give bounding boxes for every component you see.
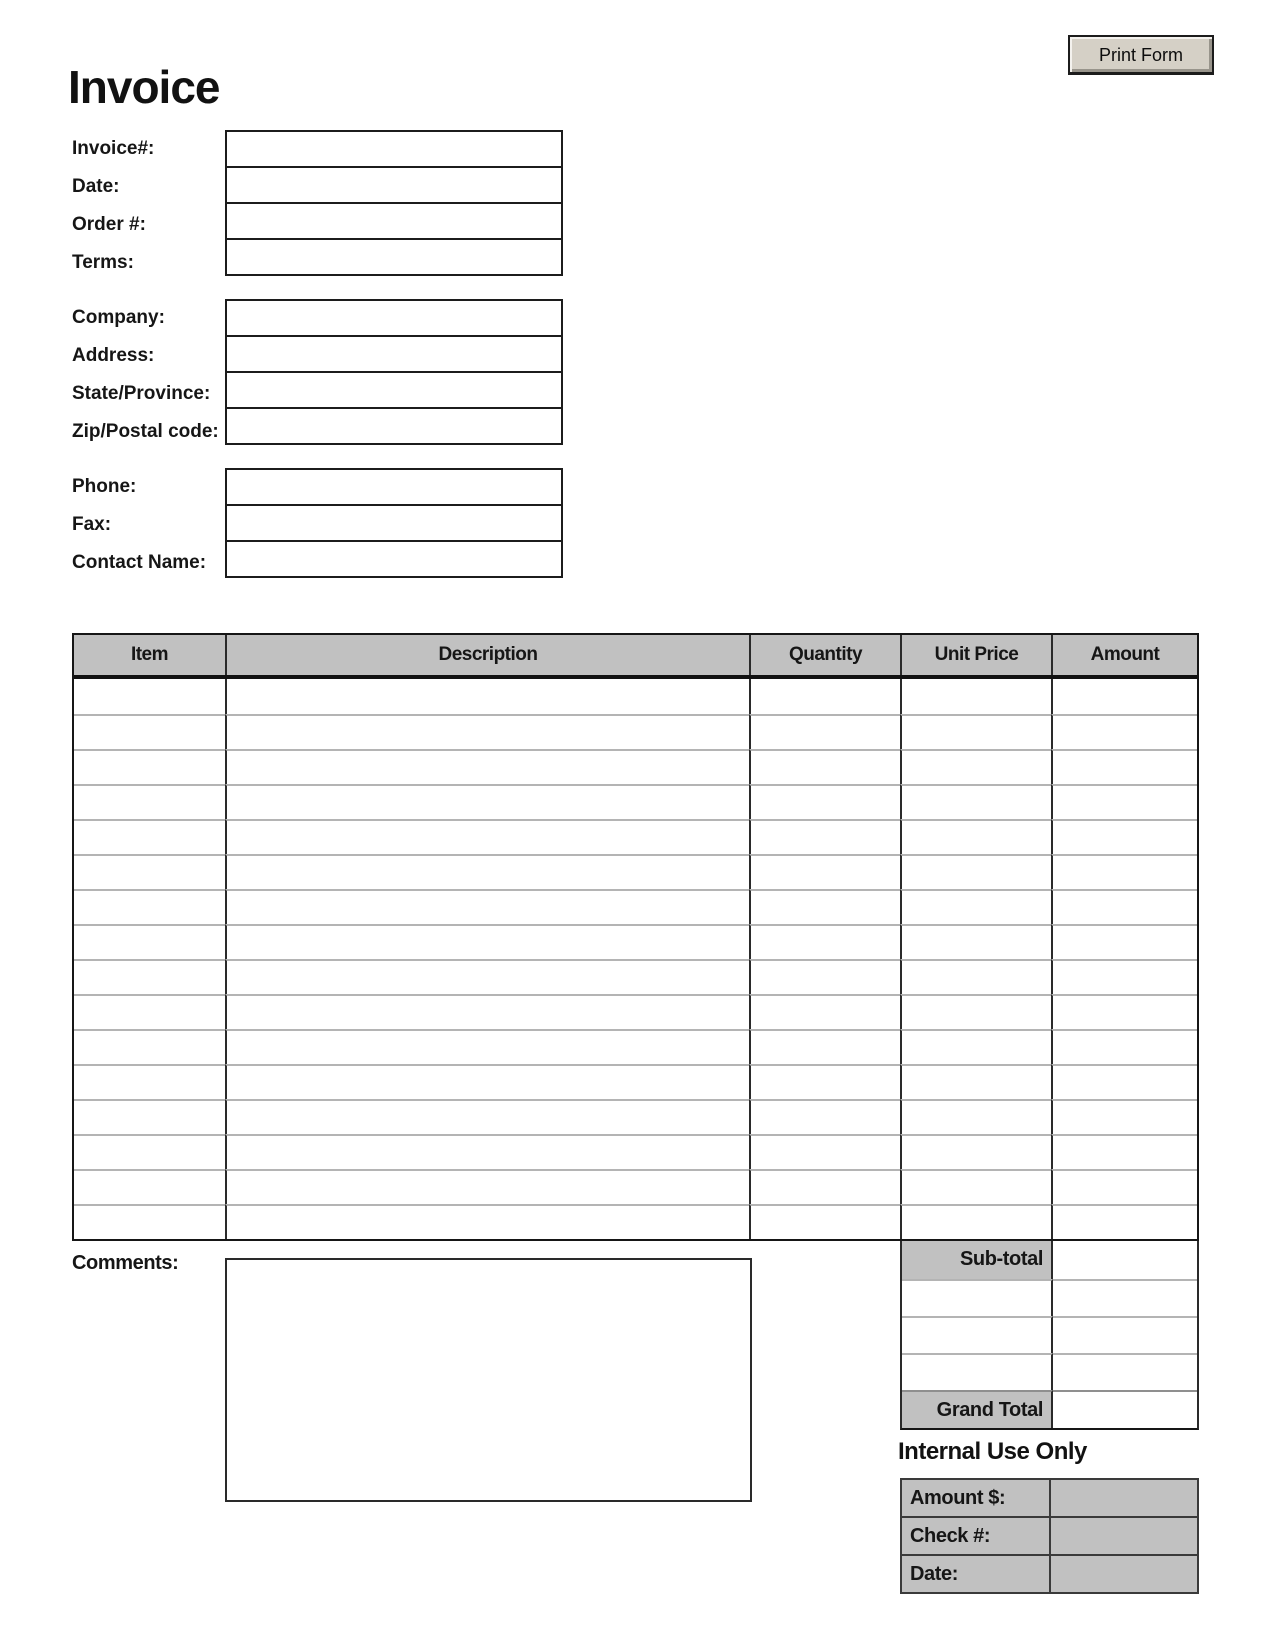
field-label-fax: Fax: — [72, 514, 112, 535]
total-value-grand-total[interactable] — [1053, 1390, 1197, 1428]
table-row — [74, 679, 1197, 714]
cell-quantity[interactable] — [749, 1169, 900, 1204]
table-row — [74, 924, 1197, 959]
cell-item[interactable] — [74, 749, 225, 784]
field-label-company: Company: — [72, 307, 165, 328]
input-terms[interactable] — [225, 238, 563, 276]
cell-description[interactable] — [225, 889, 749, 924]
cell-description[interactable] — [225, 714, 749, 749]
cell-quantity[interactable] — [749, 889, 900, 924]
totals-row-sub-total — [902, 1241, 1197, 1279]
cell-description[interactable] — [225, 1169, 749, 1204]
cell-item[interactable] — [74, 1169, 225, 1204]
contact-info-group — [72, 468, 563, 582]
internal-value-check[interactable] — [1051, 1518, 1197, 1554]
cell-amount[interactable] — [1051, 924, 1197, 959]
table-row — [74, 889, 1197, 924]
cell-description[interactable] — [225, 819, 749, 854]
cell-unit-price[interactable] — [900, 854, 1051, 889]
contact-info-boxes — [225, 468, 563, 582]
cell-description[interactable] — [225, 679, 749, 714]
cell-item[interactable] — [74, 1134, 225, 1169]
cell-item[interactable] — [74, 679, 225, 714]
input-zip-postal-code[interactable] — [225, 407, 563, 445]
comments-label: Comments: — [72, 1252, 179, 1274]
internal-value-amount[interactable] — [1051, 1480, 1197, 1516]
input-state-province[interactable] — [225, 371, 563, 409]
company-info-labels — [72, 299, 225, 451]
cell-description[interactable] — [225, 854, 749, 889]
total-label-blank — [902, 1316, 1053, 1353]
table-row — [74, 714, 1197, 749]
cell-item[interactable] — [74, 819, 225, 854]
internal-use-table — [900, 1478, 1199, 1594]
field-label-address: Address: — [72, 345, 155, 366]
cell-unit-price[interactable] — [900, 749, 1051, 784]
field-label-zip-postal-code: Zip/Postal code: — [72, 421, 219, 442]
cell-unit-price[interactable] — [900, 1099, 1051, 1134]
cell-description[interactable] — [225, 959, 749, 994]
items-table-header — [74, 635, 1197, 679]
company-info-boxes — [225, 299, 563, 451]
field-label-terms: Terms: — [72, 252, 134, 273]
cell-quantity[interactable] — [749, 714, 900, 749]
cell-description[interactable] — [225, 749, 749, 784]
table-row — [74, 1204, 1197, 1239]
invoice-info-boxes — [225, 130, 563, 282]
cell-unit-price[interactable] — [900, 1169, 1051, 1204]
cell-unit-price[interactable] — [900, 679, 1051, 714]
cell-amount[interactable] — [1051, 784, 1197, 819]
table-row — [74, 1064, 1197, 1099]
input-date[interactable] — [225, 166, 563, 204]
cell-description[interactable] — [225, 1064, 749, 1099]
items-table — [72, 633, 1199, 1241]
field-label-date: Date: — [72, 176, 120, 197]
cell-amount[interactable] — [1051, 679, 1197, 714]
internal-label-amount: Amount $: — [902, 1480, 1051, 1516]
cell-amount[interactable] — [1051, 854, 1197, 889]
table-row — [74, 784, 1197, 819]
cell-description[interactable] — [225, 924, 749, 959]
cell-description[interactable] — [225, 784, 749, 819]
cell-description[interactable] — [225, 1029, 749, 1064]
table-row — [74, 854, 1197, 889]
items-table-body — [74, 679, 1197, 1239]
cell-quantity[interactable] — [749, 679, 900, 714]
cell-amount[interactable] — [1051, 889, 1197, 924]
totals-row — [902, 1353, 1197, 1390]
input-phone[interactable] — [225, 468, 563, 506]
cell-quantity[interactable] — [749, 959, 900, 994]
internal-row-check — [902, 1516, 1197, 1554]
input-invoice[interactable] — [225, 130, 563, 168]
internal-label-date: Date: — [902, 1556, 1051, 1592]
totals-table — [900, 1241, 1199, 1430]
cell-amount[interactable] — [1051, 1204, 1197, 1239]
cell-item[interactable] — [74, 959, 225, 994]
cell-unit-price[interactable] — [900, 714, 1051, 749]
company-info-group — [72, 299, 563, 451]
cell-quantity[interactable] — [749, 784, 900, 819]
cell-quantity[interactable] — [749, 1064, 900, 1099]
cell-unit-price[interactable] — [900, 889, 1051, 924]
total-label-blank — [902, 1353, 1053, 1390]
cell-amount[interactable] — [1051, 749, 1197, 784]
internal-use-heading: Internal Use Only — [898, 1438, 1087, 1465]
cell-quantity[interactable] — [749, 924, 900, 959]
cell-amount[interactable] — [1051, 994, 1197, 1029]
total-value[interactable] — [1053, 1316, 1197, 1353]
cell-unit-price[interactable] — [900, 1064, 1051, 1099]
internal-row-amount — [902, 1480, 1197, 1516]
table-row — [74, 749, 1197, 784]
totals-row — [902, 1316, 1197, 1353]
cell-unit-price[interactable] — [900, 1204, 1051, 1239]
column-header-amount: Amount — [1051, 635, 1197, 675]
cell-amount[interactable] — [1051, 1134, 1197, 1169]
table-row — [74, 1134, 1197, 1169]
cell-item[interactable] — [74, 994, 225, 1029]
cell-unit-price[interactable] — [900, 924, 1051, 959]
cell-item[interactable] — [74, 854, 225, 889]
table-row — [74, 1169, 1197, 1204]
cell-item[interactable] — [74, 1029, 225, 1064]
column-header-unit-price: Unit Price — [900, 635, 1051, 675]
field-label-state-province: State/Province: — [72, 383, 211, 404]
input-fax[interactable] — [225, 504, 563, 542]
print-form-button[interactable]: Print Form — [1068, 35, 1214, 75]
cell-item[interactable] — [74, 1099, 225, 1134]
internal-label-check: Check #: — [902, 1518, 1051, 1554]
input-contact-name[interactable] — [225, 540, 563, 578]
column-header-description: Description — [225, 635, 749, 675]
input-address[interactable] — [225, 335, 563, 373]
cell-unit-price[interactable] — [900, 1134, 1051, 1169]
table-row — [74, 994, 1197, 1029]
cell-amount[interactable] — [1051, 1099, 1197, 1134]
column-header-quantity: Quantity — [749, 635, 900, 675]
cell-quantity[interactable] — [749, 1099, 900, 1134]
cell-description[interactable] — [225, 1204, 749, 1239]
field-label-phone: Phone: — [72, 476, 137, 497]
totals-row-grand-total — [902, 1390, 1197, 1428]
table-row — [74, 819, 1197, 854]
cell-item[interactable] — [74, 889, 225, 924]
cell-unit-price[interactable] — [900, 784, 1051, 819]
total-value-sub-total[interactable] — [1053, 1241, 1197, 1279]
input-order[interactable] — [225, 202, 563, 240]
cell-unit-price[interactable] — [900, 1029, 1051, 1064]
cell-description[interactable] — [225, 994, 749, 1029]
cell-amount[interactable] — [1051, 959, 1197, 994]
cell-quantity[interactable] — [749, 749, 900, 784]
cell-unit-price[interactable] — [900, 819, 1051, 854]
table-row — [74, 1029, 1197, 1064]
table-row — [74, 1099, 1197, 1134]
total-value[interactable] — [1053, 1279, 1197, 1316]
total-label-sub-total: Sub-total — [902, 1241, 1053, 1279]
page-title: Invoice — [68, 61, 220, 113]
cell-quantity[interactable] — [749, 1029, 900, 1064]
table-row — [74, 959, 1197, 994]
cell-quantity[interactable] — [749, 1204, 900, 1239]
internal-row-date — [902, 1554, 1197, 1592]
cell-item[interactable] — [74, 1204, 225, 1239]
cell-amount[interactable] — [1051, 714, 1197, 749]
cell-description[interactable] — [225, 1099, 749, 1134]
cell-quantity[interactable] — [749, 994, 900, 1029]
comments-input[interactable] — [225, 1258, 752, 1502]
contact-info-labels — [72, 468, 225, 582]
field-label-order: Order #: — [72, 214, 146, 235]
cell-item[interactable] — [74, 714, 225, 749]
cell-quantity[interactable] — [749, 854, 900, 889]
cell-item[interactable] — [74, 1064, 225, 1099]
column-header-item: Item — [130, 644, 169, 665]
field-label-contact-name: Contact Name: — [72, 552, 207, 573]
cell-quantity[interactable] — [749, 819, 900, 854]
field-label-invoice: Invoice#: — [72, 138, 155, 159]
internal-value-date[interactable] — [1051, 1556, 1197, 1592]
total-value[interactable] — [1053, 1353, 1197, 1390]
total-label-blank — [902, 1279, 1053, 1316]
invoice-info-labels — [72, 130, 225, 282]
input-company[interactable] — [225, 299, 563, 337]
cell-amount[interactable] — [1051, 1029, 1197, 1064]
cell-quantity[interactable] — [749, 1134, 900, 1169]
cell-unit-price[interactable] — [900, 959, 1051, 994]
invoice-info-group — [72, 130, 563, 282]
totals-row — [902, 1279, 1197, 1316]
cell-item[interactable] — [74, 924, 225, 959]
cell-description[interactable] — [225, 1134, 749, 1169]
cell-unit-price[interactable] — [900, 994, 1051, 1029]
cell-amount[interactable] — [1051, 1169, 1197, 1204]
cell-item[interactable] — [74, 784, 225, 819]
cell-amount[interactable] — [1051, 1064, 1197, 1099]
total-label-grand-total: Grand Total — [902, 1390, 1053, 1428]
cell-amount[interactable] — [1051, 819, 1197, 854]
